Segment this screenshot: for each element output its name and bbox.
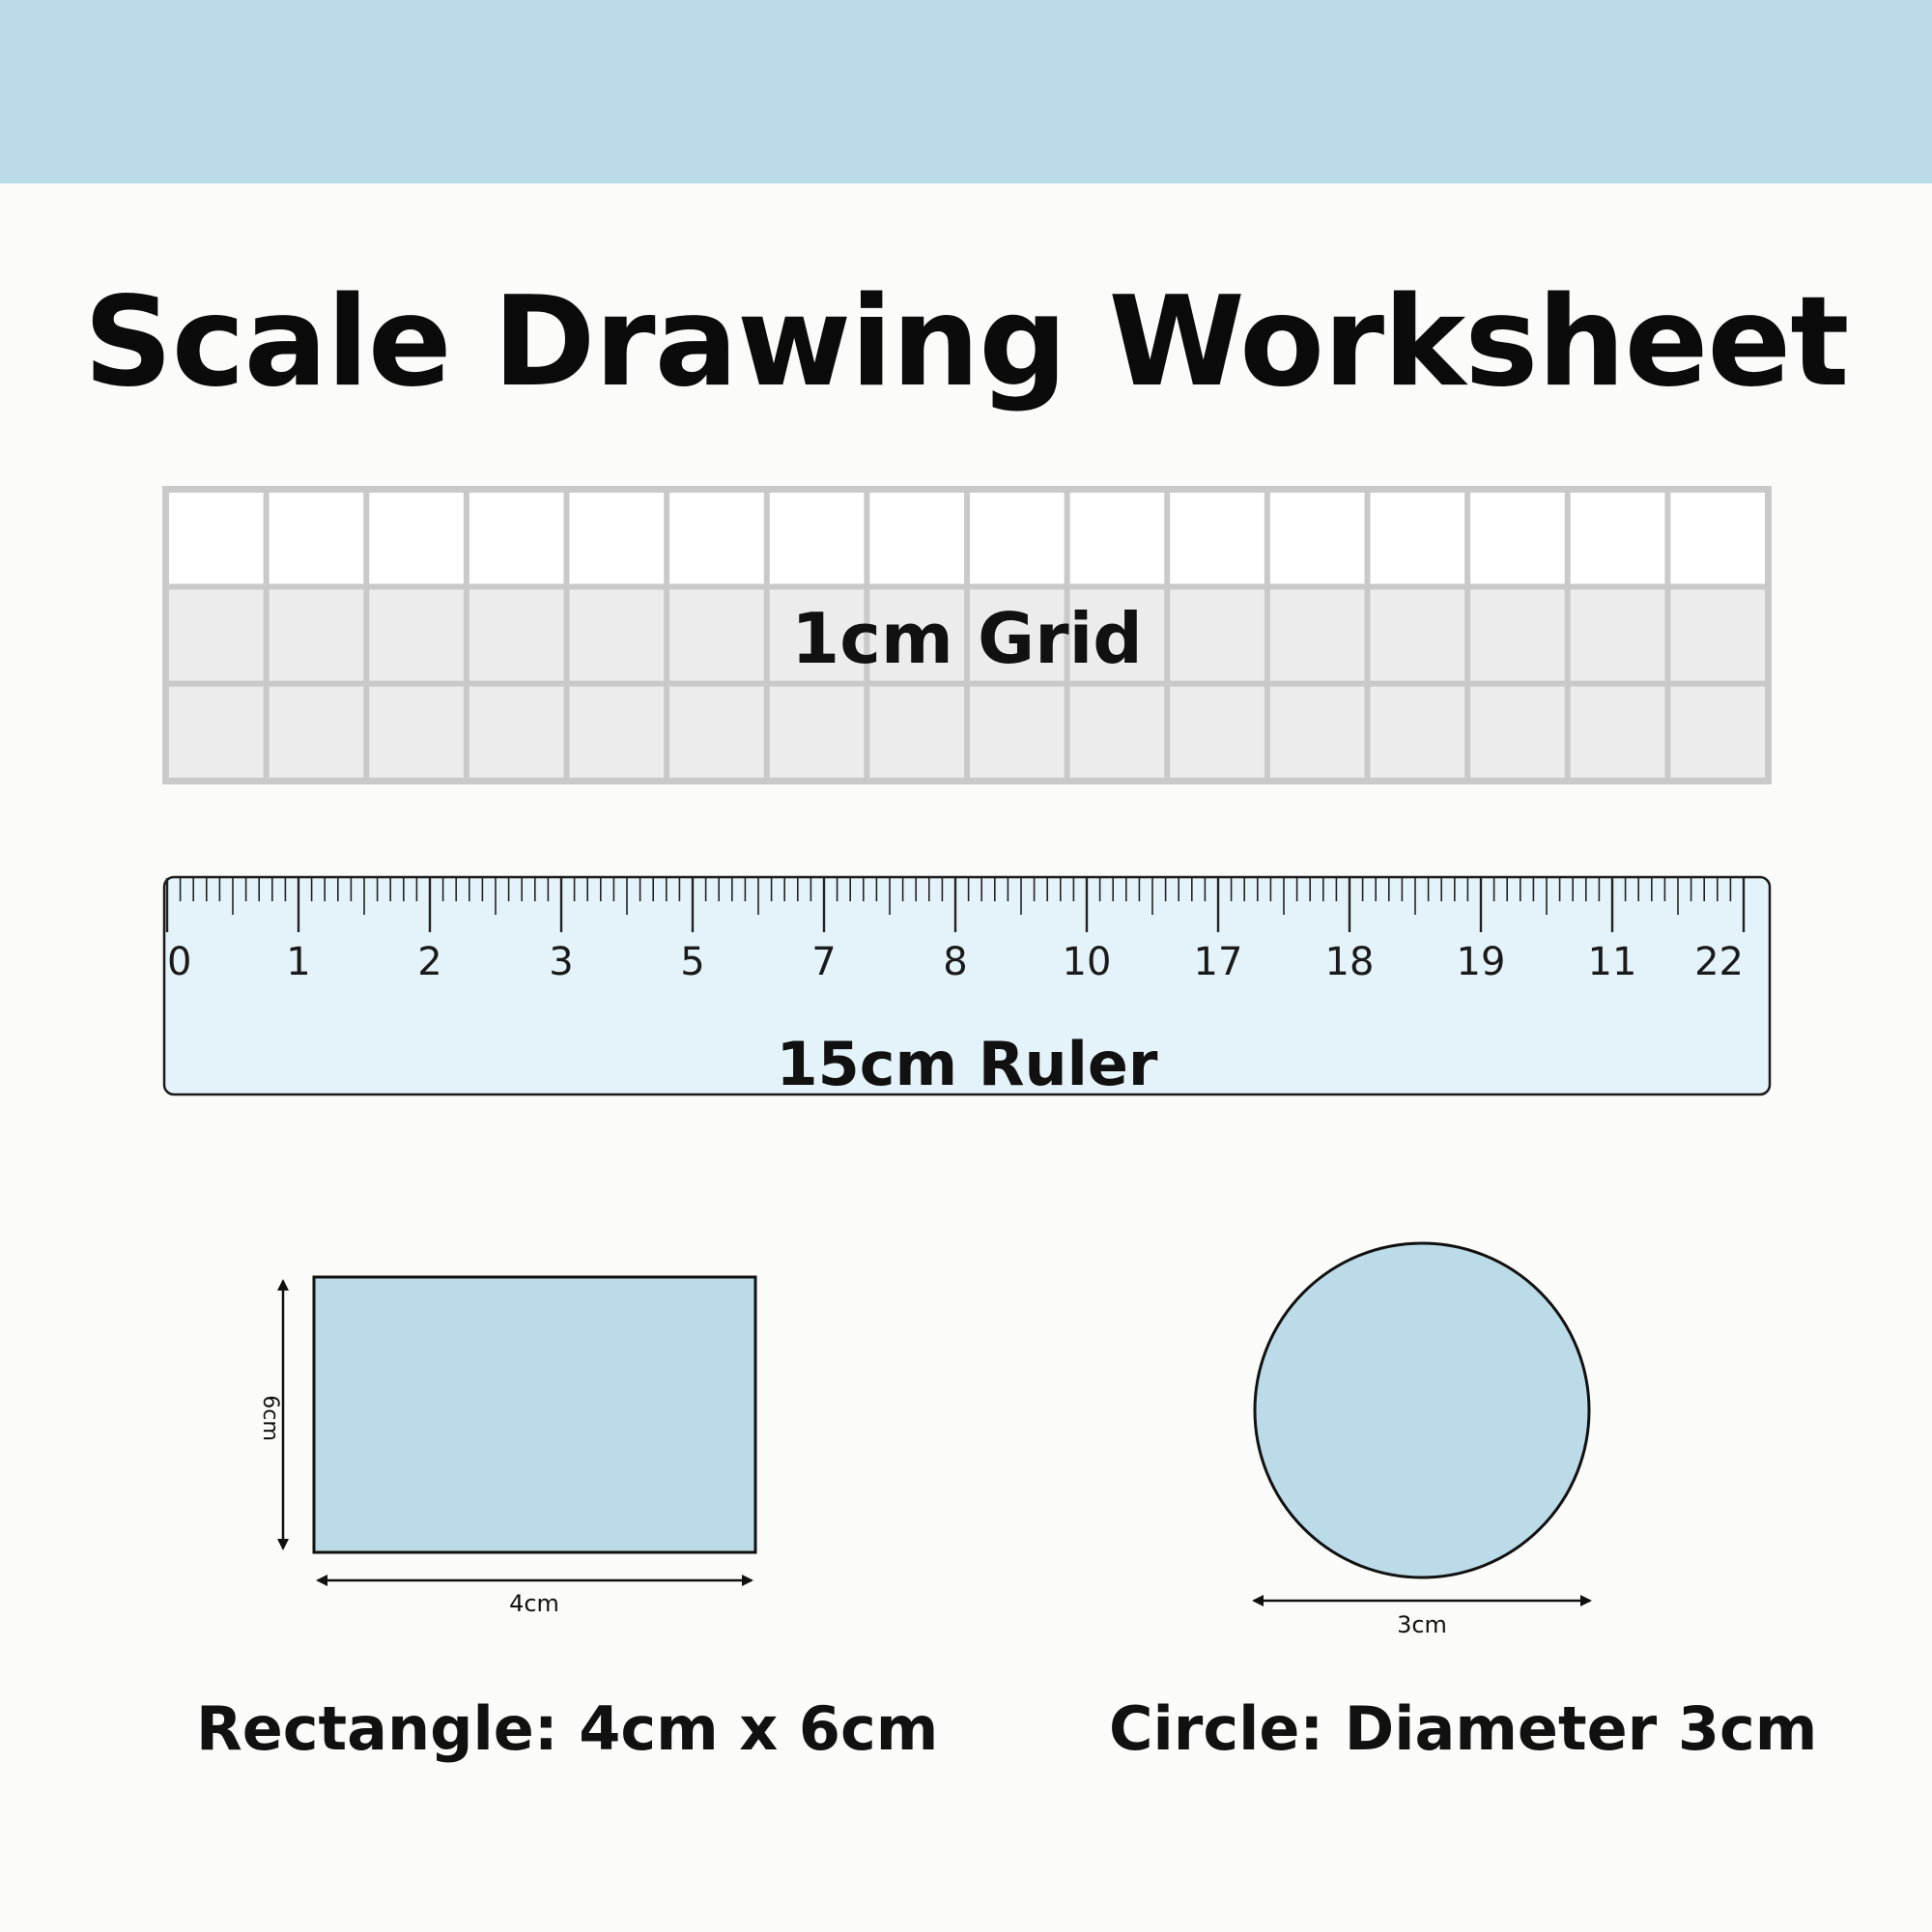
ruler-number: 19 [1456,940,1506,984]
ruler-number: 2 [417,940,442,984]
ruler-number: 10 [1062,940,1112,984]
circle-drawing [1236,1227,1613,1652]
grid-cell [270,687,364,778]
grid-cell [1270,493,1365,583]
ruler-number: 5 [680,940,705,984]
grid-cell [570,493,665,583]
grid-cell [1371,687,1465,778]
rectangle-drawing [246,1256,787,1623]
circle-diameter-label: 3cm [1397,1611,1447,1638]
grid-cell [970,493,1065,583]
grid-cell [869,687,964,778]
rectangle-figure [246,1256,787,1623]
grid-cell [570,687,665,778]
grid-label: 1cm Grid [791,598,1143,679]
grid-cell [770,493,865,583]
grid-cell [469,493,564,583]
grid-cell [1571,687,1665,778]
rectangle-height-label: 6cm [258,1395,282,1441]
header-band [0,0,1932,184]
grid-cell [869,493,964,583]
ruler-number: 22 [1694,940,1744,984]
grid-cell [169,493,264,583]
ruler-number: 8 [943,940,968,984]
grid-cell [1070,493,1165,583]
grid-cell [1170,493,1264,583]
grid-panel [162,486,1772,784]
grid-cell [369,493,464,583]
ruler-number: 18 [1324,940,1375,984]
grid-cell [1470,687,1565,778]
grid-cell [469,687,564,778]
circle-shape [1255,1243,1589,1577]
grid-cell [770,687,865,778]
grid-cell [1670,493,1765,583]
ruler-label: 15cm Ruler [776,1029,1158,1099]
grid-cell [1170,687,1264,778]
ruler [162,875,1772,1099]
ruler-number: 7 [811,940,837,984]
grid-cell [970,687,1065,778]
grid-cell [169,687,264,778]
ruler-number: 11 [1587,940,1637,984]
rectangle-shape [314,1277,755,1552]
grid-cell [1670,687,1765,778]
circle-caption: Circle: Diameter 3cm [1109,1693,1818,1764]
grid-cell [1070,687,1165,778]
grid-cell [1270,687,1365,778]
ruler-number: 0 [167,940,192,984]
ruler-number: 3 [549,940,574,984]
grid-cell [1371,493,1465,583]
grid-cell [1470,493,1565,583]
grid-cell [1571,493,1665,583]
grid-cell [669,687,764,778]
circle-figure [1236,1227,1613,1652]
ruler-number: 1 [286,940,311,984]
page-title: Scale Drawing Worksheet [83,270,1849,414]
grid-cell [669,493,764,583]
grid-cell [270,493,364,583]
rectangle-width-label: 4cm [509,1590,559,1617]
rectangle-caption: Rectangle: 4cm x 6cm [196,1693,939,1764]
ruler-number: 17 [1193,940,1243,984]
grid-cell [369,687,464,778]
